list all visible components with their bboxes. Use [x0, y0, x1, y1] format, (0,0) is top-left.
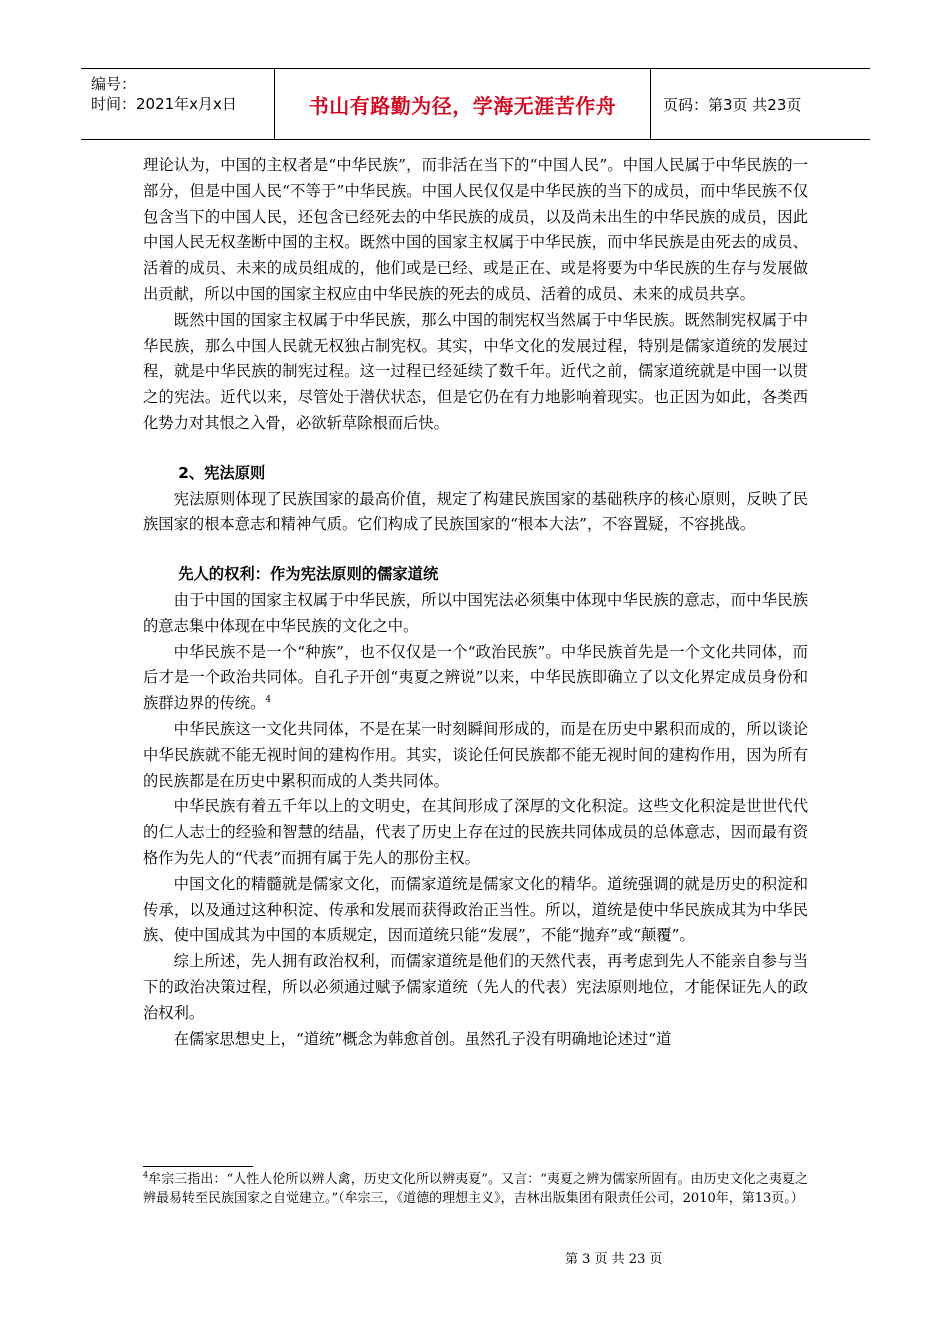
- paragraph-6: 中华民族这一文化共同体，不是在某一时刻瞬间形成的，而是在历史中累积而成的，所以谈论中华民族就不能无视时间的建构作用。其实，谈论任何民族都不能无视时间的建构作用，因为所有的民族都是在历史中累积而成的人类共同体。: [143, 719, 808, 790]
- paragraph-5-text: 中华民族不是一个“种族”，也不仅仅是一个“政治民族”。中华民族首先是一个文化共同体，而后才是一个政治共同体。自孔子开创“夷夏之辨说”以来，中华民族即确立了以文化界定成员身份和族群边界的传统。: [143, 642, 808, 713]
- header-page-info: 页码：第3页 共23页: [663, 95, 802, 114]
- footer-page-number: 第 3 页 共 23 页: [565, 1252, 663, 1267]
- paragraph-3: 宪法原则体现了民族国家的最高价值，规定了构建民族国家的基础秩序的核心原则，反映了民族国家的根本意志和精神气质。它们构成了民族国家的“根本大法”，不容置疑，不容挑战。: [143, 489, 808, 534]
- header-meta-cell: [81, 69, 275, 139]
- paragraph-7: 中华民族有着五千年以上的文明史，在其间形成了深厚的文化积淀。这些文化积淀是世世代代的仁人志士的经验和智慧的结晶，代表了历史上存在过的民族共同体成员的总体意志，因而最有资格作为先人的“代表”而拥有属于先人的那份主权。: [143, 797, 808, 867]
- section-heading-ancestors-rights: 先人的权利：作为宪法原则的儒家道统: [178, 565, 439, 584]
- paragraph-10: 在儒家思想史上，“道统”概念为韩愈首创。虽然孔子没有明确地论述过“道: [173, 1029, 672, 1048]
- footnote-reference[interactable]: 4: [265, 695, 272, 706]
- spacer: [143, 538, 808, 562]
- paragraph-9: 综上所述，先人拥有政治权利，而儒家道统是他们的天然代表，再考虑到先人不能亲自参与当下的政治决策过程，所以必须通过赋予儒家道统（先人的代表）宪法原则地位，才能保证先人的政治权利。: [143, 952, 808, 1022]
- header-date-label: 时间：2021年x月x日: [91, 95, 237, 113]
- footnote-text: 牟宗三指出：“人性人伦所以辨人禽，历史文化所以辨夷夏”。又言：“夷夏之辨为儒家所固有。由历史文化之夷夏之辨最易转至民族国家之自觉建立。”（牟宗三，《道德的理想主义》，吉林出版集团有限责任公司，2010年，第13页。）: [143, 1172, 808, 1206]
- paragraph-4: 由于中国的国家主权属于中华民族，所以中国宪法必须集中体现中华民族的意志，而中华民族的意志集中体现在中华民族的文化之中。: [143, 590, 808, 635]
- paragraph-1: 理论认为，中国的主权者是“中华民族”，而非活在当下的“中国人民”。中国人民属于中华民族的一部分，但是中国人民“不等于”中华民族。中国人民仅仅是中华民族的当下的成员，而中华民族不仅包含当下的中国人民，还包含已经死去的中华民族的成员，以及尚未出生的中华民族的成员，因此中国人民无权垄断中国的主权。既然中国的国家主权属于中华民族，而中华民族是由死去的成员、活着的成员、未来的成员组成的，他们或是已经、或是正在、或是将要为中华民族的生存与发展做出贡献，所以中国的国家主权应由中华民族的死去的成员、活着的成员、未来的成员共享。: [143, 156, 808, 303]
- spacer: [143, 437, 808, 461]
- page-header: [81, 68, 870, 140]
- footnote-separator: [143, 1166, 253, 1167]
- header-slogan-cell: [275, 69, 651, 139]
- paragraph-2: 既然中国的国家主权属于中华民族，那么中国的制宪权当然属于中华民族。既然制宪权属于中华民族，那么中国人民就无权独占制宪权。其实，中华文化的发展过程，特别是儒家道统的发展过程，就是中华民族的制宪过程。这一过程已经延续了数千年。近代之前，儒家道统就是中国一以贯之的宪法。近代以来，尽管处于潜伏状态，但是它仍在有力地影响着现实。也正因为如此，各类西化势力对其恨之入骨，必欲斩草除根而后快。: [143, 310, 808, 432]
- paragraph-5: [143, 640, 808, 717]
- section-heading-constitutional-principles: 2、宪法原则: [178, 463, 266, 482]
- header-slogan: 书山有路勤为径，学海无涯苦作舟: [308, 93, 617, 118]
- paragraph-8: 中国文化的精髓就是儒家文化，而儒家道统是儒家文化的精华。道统强调的就是历史的积淀和传承，以及通过这种积淀、传承和发展而获得政治正当性。所以，道统是使中华民族成其为中华民族、使中国成其为中国的本质规定，因而道统只能“发展”，不能“抛弃”或“颠覆”。: [143, 874, 808, 945]
- header-number-label: 编号：: [91, 75, 137, 93]
- footnote-mark: 4: [143, 1170, 149, 1180]
- footnote: [143, 1170, 808, 1208]
- document-body: [143, 153, 808, 1052]
- page-footer: [0, 1248, 950, 1268]
